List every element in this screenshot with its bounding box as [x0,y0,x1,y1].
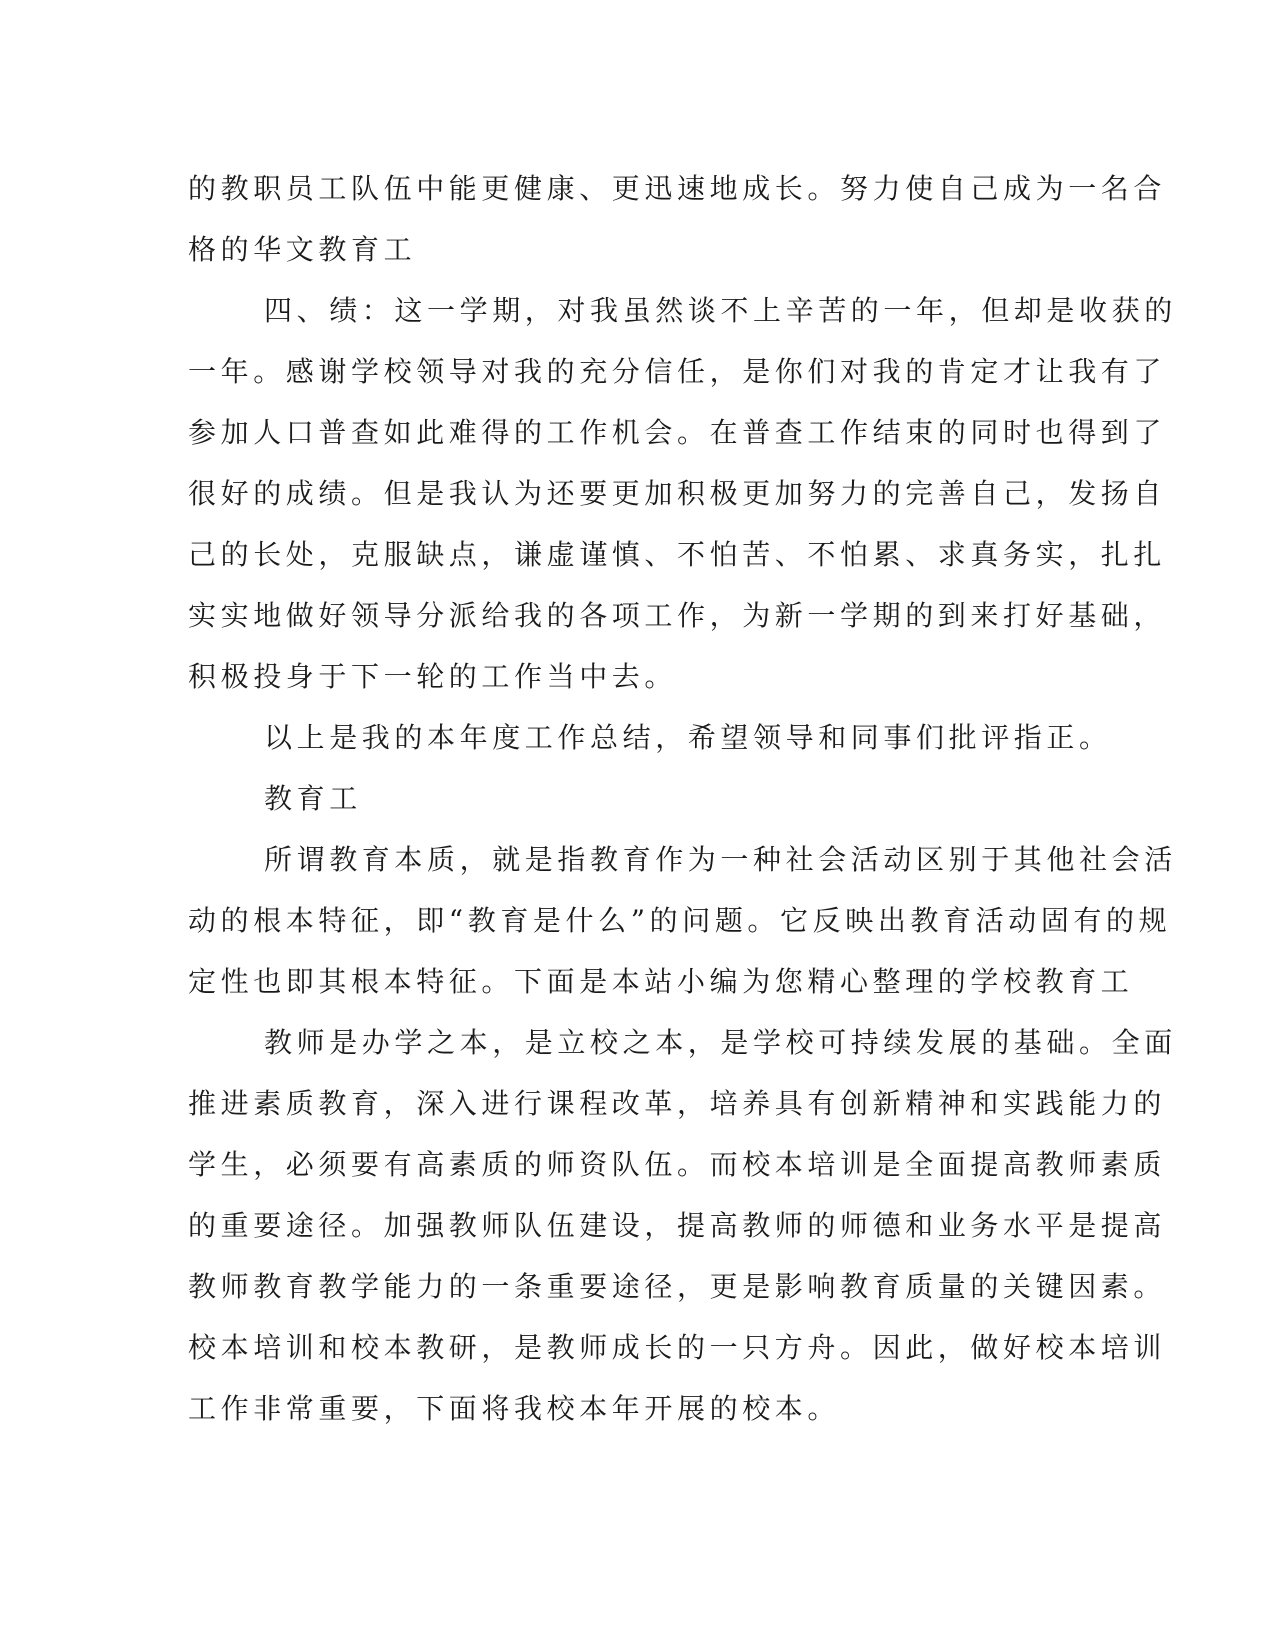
text-line: 所谓教育本质，就是指教育作为一种社会活动区别于其他社会活 [264,843,1177,876]
text-line: 教育工 [264,782,362,815]
text-line: 己的长处，克服缺点，谦虚谨慎、不怕苦、不怕累、求真务实，扎扎 [188,538,1167,571]
paragraph-6 [188,1012,1177,1439]
text-line: 定性也即其根本特征。下面是本站小编为您精心整理的学校教育工 [188,965,1134,998]
text-line: 一年。感谢学校领导对我的充分信任，是你们对我的肯定才让我有了 [188,355,1167,388]
text-line: 四、绩：这一学期，对我虽然谈不上辛苦的一年，但却是收获的 [264,294,1177,327]
text-line: 实实地做好领导分派给我的各项工作，为新一学期的到来打好基础， [188,599,1167,632]
text-line: 工作非常重要，下面将我校本年开展的校本。 [188,1392,841,1425]
text-line: 很好的成绩。但是我认为还要更加积极更加努力的完善自己，发扬自 [188,477,1167,510]
text-line: 学生，必须要有高素质的师资队伍。而校本培训是全面提高教师素质 [188,1148,1167,1181]
text-line: 以上是我的本年度工作总结，希望领导和同事们批评指正。 [264,721,1112,754]
paragraph-4 [188,768,1068,829]
text-line: 校本培训和校本教研，是教师成长的一只方舟。因此，做好校本培训 [188,1331,1167,1364]
paragraph-1 [188,158,1167,280]
text-line: 的重要途径。加强教师队伍建设，提高教师的师德和业务水平是提高 [188,1209,1167,1242]
text-line: 推进素质教育，深入进行课程改革，培养具有创新精神和实践能力的 [188,1087,1167,1120]
text-line: 的教职员工队伍中能更健康、更迅速地成长。努力使自己成为一名合 [188,172,1167,205]
text-line: 动的根本特征，即“教育是什么”的问题。它反映出教育活动固有的规 [188,904,1172,937]
text-line: 参加人口普查如此难得的工作机会。在普查工作结束的同时也得到了 [188,416,1167,449]
document-body [188,158,1177,1439]
paragraph-5 [188,829,1177,1012]
text-line: 积极投身于下一轮的工作当中去。 [188,660,678,693]
text-line: 教师教育教学能力的一条重要途径，更是影响教育质量的关键因素。 [188,1270,1167,1303]
paragraph-2 [188,280,1177,707]
paragraph-3 [188,707,1112,768]
text-line: 教师是办学之本，是立校之本，是学校可持续发展的基础。全面 [264,1026,1177,1059]
text-line: 格的华文教育工 [188,233,417,266]
